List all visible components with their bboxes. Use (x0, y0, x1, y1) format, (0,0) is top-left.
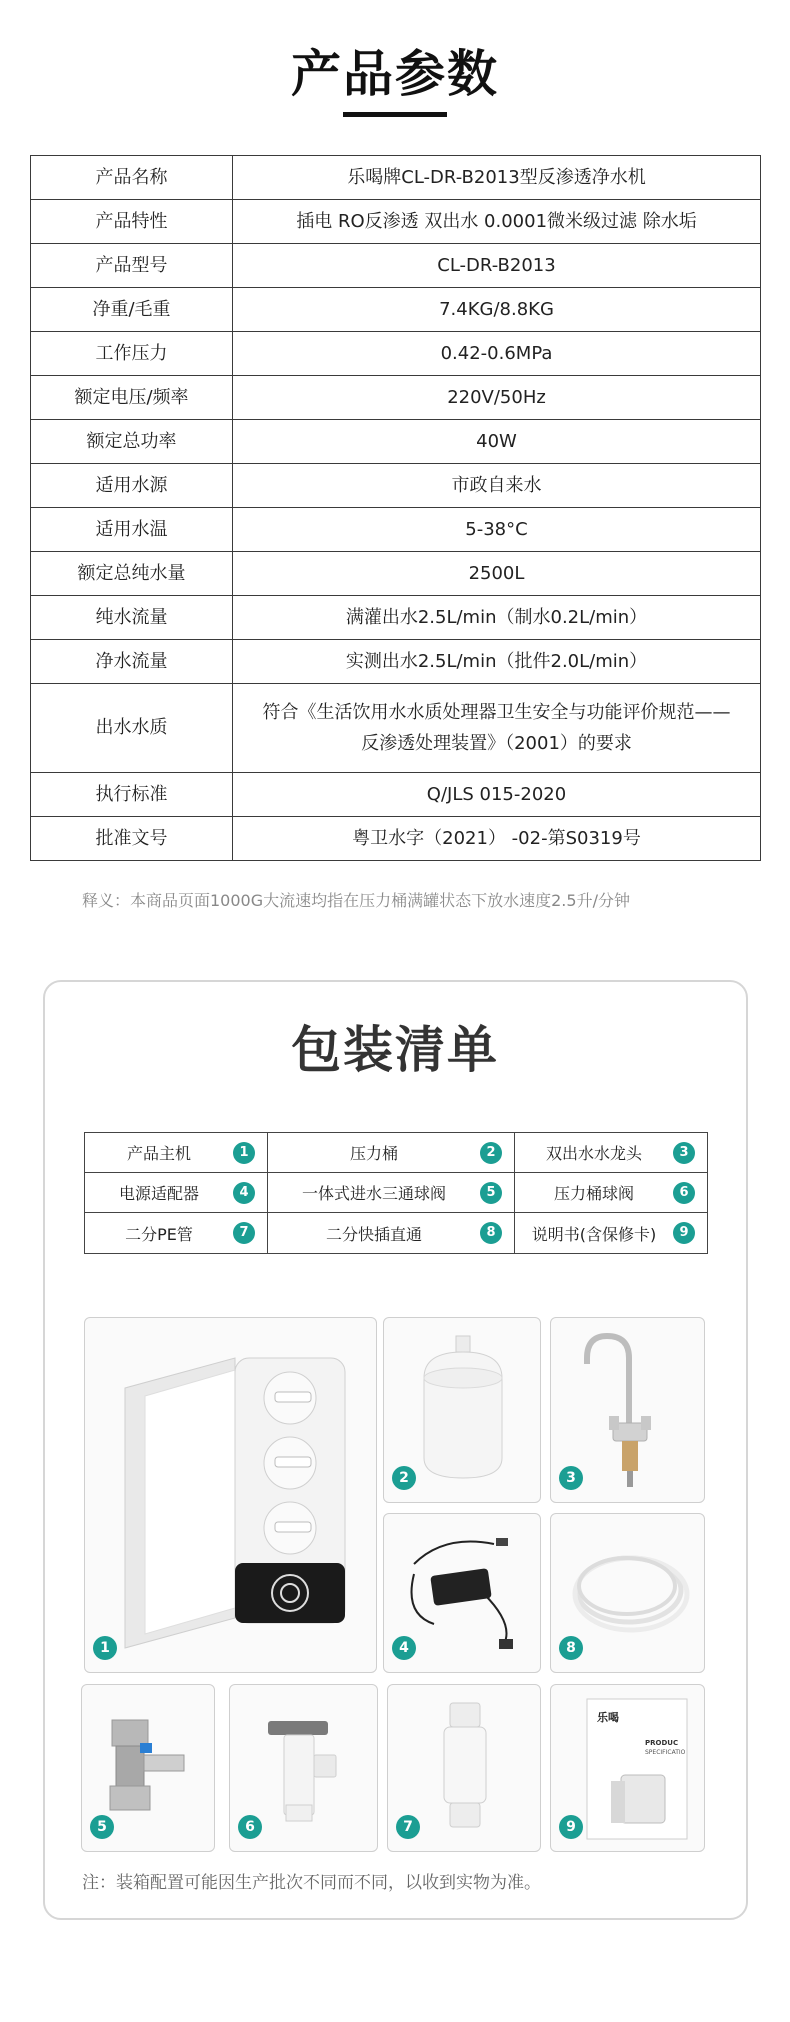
photo-pe-tube (550, 1513, 705, 1673)
item-label: 电源适配器 (118, 1184, 199, 1203)
spec-key: 执行标准 (31, 773, 233, 817)
spec-row (31, 640, 761, 684)
spec-value: 7.4KG/8.8KG (233, 288, 761, 332)
pack-list (84, 1132, 708, 1254)
photo-main-unit (84, 1317, 377, 1673)
spec-value-line: 符合《生活饮用水水质处理器卫生安全与功能评价规范—— (262, 702, 731, 723)
number-badge: 7 (233, 1222, 255, 1244)
item-label: 二分快插直通 (325, 1224, 422, 1244)
spec-row (31, 332, 761, 376)
spec-row (31, 420, 761, 464)
pack-title: 包装清单 (291, 1021, 499, 1079)
number-badge: 6 (673, 1182, 695, 1204)
photo-number-badge: 3 (559, 1466, 583, 1490)
list-item (515, 1173, 707, 1213)
spec-row (31, 464, 761, 508)
spec-value: 2500L (233, 552, 761, 596)
list-item (85, 1213, 268, 1253)
number-badge: 3 (673, 1142, 695, 1164)
purifier-icon (85, 1318, 377, 1673)
spec-row (31, 376, 761, 420)
spec-note: 释义：本商品页面1000G大流速均指在压力桶满罐状态下放水速度2.5升/分钟 (82, 891, 630, 910)
spec-row (31, 817, 761, 861)
photo-tee-valve (81, 1684, 215, 1852)
list-item (515, 1133, 707, 1173)
photo-number-badge: 1 (93, 1636, 117, 1660)
photo-number-badge: 6 (238, 1815, 262, 1839)
item-label: 产品主机 (126, 1144, 191, 1163)
pack-note: 注：装箱配置可能因生产批次不同而不同，以收到实物为准。 (82, 1873, 541, 1893)
photo-number-badge: 5 (90, 1815, 114, 1839)
spec-key: 产品特性 (31, 200, 233, 244)
spec-row (31, 773, 761, 817)
list-item (268, 1213, 515, 1253)
spec-row (31, 596, 761, 640)
spec-value: 40W (233, 420, 761, 464)
spec-key: 适用水源 (31, 464, 233, 508)
number-badge: 4 (233, 1182, 255, 1204)
item-label: 一体式进水三通球阀 (301, 1184, 446, 1203)
spec-key: 批准文号 (31, 817, 233, 861)
number-badge: 9 (673, 1222, 695, 1244)
spec-row (31, 508, 761, 552)
number-badge: 1 (233, 1142, 255, 1164)
spec-row (31, 156, 761, 200)
spec-value: 市政自来水 (233, 464, 761, 508)
item-label: 二分PE管 (125, 1224, 193, 1244)
item-label: 压力桶球阀 (553, 1184, 634, 1203)
spec-value: 220V/50Hz (233, 376, 761, 420)
manual-text-2: SPECIFICATIO (645, 1749, 686, 1756)
spec-value: 满灌出水2.5L/min（制水0.2L/min） (233, 596, 761, 640)
spec-row (31, 200, 761, 244)
list-item (85, 1173, 268, 1213)
photo-quick-connector (387, 1684, 541, 1852)
spec-value: 插电 RO反渗透 双出水 0.0001微米级过滤 除水垢 (233, 200, 761, 244)
spec-key: 适用水温 (31, 508, 233, 552)
photo-tank-valve (229, 1684, 378, 1852)
manual-text-1: PRODUC (645, 1739, 679, 1747)
spec-key: 净水流量 (31, 640, 233, 684)
list-item (515, 1213, 707, 1253)
spec-table (30, 155, 761, 861)
spec-value: CL-DR-B2013 (233, 244, 761, 288)
number-badge: 8 (480, 1222, 502, 1244)
spec-value: 实测出水2.5L/min（批件2.0L/min） (233, 640, 761, 684)
spec-value: 5-38°C (233, 508, 761, 552)
photo-faucet (550, 1317, 705, 1503)
photo-number-badge: 9 (559, 1815, 583, 1839)
list-item (268, 1133, 515, 1173)
spec-value: 乐喝牌CL-DR-B2013型反渗透净水机 (233, 156, 761, 200)
photo-number-badge: 7 (396, 1815, 420, 1839)
item-label: 压力桶 (349, 1144, 398, 1163)
photo-number-badge: 2 (392, 1466, 416, 1490)
list-item (85, 1133, 268, 1173)
spec-value (233, 684, 761, 773)
spec-row (31, 552, 761, 596)
spec-key: 出水水质 (31, 684, 233, 773)
spec-row (31, 244, 761, 288)
item-label: 双出水水龙头 (545, 1144, 642, 1163)
number-badge: 5 (480, 1182, 502, 1204)
spec-value: 粤卫水字（2021） -02-第S0319号 (233, 817, 761, 861)
photo-number-badge: 8 (559, 1636, 583, 1660)
photo-pressure-tank (383, 1317, 541, 1503)
spec-value: 0.42-0.6MPa (233, 332, 761, 376)
photo-power-adapter (383, 1513, 541, 1673)
photo-manual (550, 1684, 705, 1852)
manual-brand: 乐喝 (597, 1711, 619, 1724)
item-label: 说明书(含保修卡) (531, 1224, 657, 1244)
spec-key: 纯水流量 (31, 596, 233, 640)
spec-value-line: 反渗透处理装置》（2001）的要求 (361, 733, 632, 754)
photo-number-badge: 4 (392, 1636, 416, 1660)
spec-key: 产品名称 (31, 156, 233, 200)
spec-key: 产品型号 (31, 244, 233, 288)
spec-value: Q/JLS 015-2020 (233, 773, 761, 817)
spec-key: 工作压力 (31, 332, 233, 376)
spec-key: 额定总纯水量 (31, 552, 233, 596)
spec-key: 额定电压/频率 (31, 376, 233, 420)
title-underline (343, 112, 447, 117)
spec-row (31, 684, 761, 773)
spec-title: 产品参数 (291, 45, 499, 103)
spec-row (31, 288, 761, 332)
spec-key: 净重/毛重 (31, 288, 233, 332)
number-badge: 2 (480, 1142, 502, 1164)
list-item (268, 1173, 515, 1213)
spec-key: 额定总功率 (31, 420, 233, 464)
